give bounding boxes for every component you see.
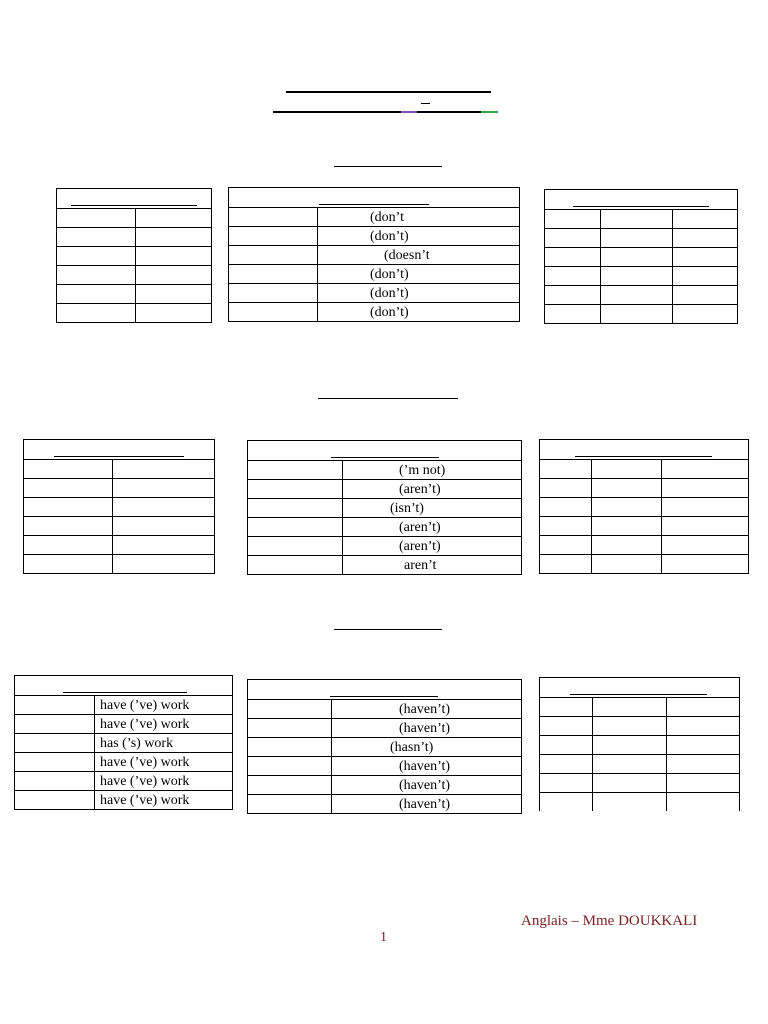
table-row — [248, 556, 522, 575]
negative-form: (don’t) — [318, 284, 520, 303]
table-row — [229, 208, 520, 227]
negative-form: (don’t) — [318, 303, 520, 322]
table-row — [545, 229, 738, 248]
negative-form: (haven’t) — [332, 700, 522, 719]
negative-form: (haven’t) — [332, 776, 522, 795]
table-row — [24, 498, 215, 517]
table-row — [229, 227, 520, 246]
table-row — [540, 736, 740, 755]
table-4 — [23, 439, 215, 574]
table-row — [540, 793, 740, 812]
table-row — [540, 460, 749, 479]
table-header — [57, 189, 212, 209]
table-header — [540, 440, 749, 460]
table-header — [15, 676, 233, 696]
section-3-heading — [334, 629, 442, 630]
table-row — [540, 517, 749, 536]
table-row — [24, 536, 215, 555]
negative-form: (isn’t) — [343, 499, 522, 518]
table-row — [57, 285, 212, 304]
affirmative-form: have (’ve) work — [95, 753, 233, 772]
negative-form: (haven’t) — [332, 719, 522, 738]
table-row — [24, 555, 215, 574]
table-row — [540, 755, 740, 774]
affirmative-form: have (’ve) work — [95, 772, 233, 791]
table-row — [15, 791, 233, 810]
affirmative-form: have (’ve) work — [95, 715, 233, 734]
table-row — [229, 246, 520, 265]
table-row — [248, 537, 522, 556]
title-line-2-mid — [417, 111, 481, 113]
negative-form: (’m not) — [343, 461, 522, 480]
table-row — [15, 753, 233, 772]
table-row — [540, 479, 749, 498]
table-row — [540, 498, 749, 517]
table-row — [15, 696, 233, 715]
table-row — [545, 286, 738, 305]
table-row — [545, 267, 738, 286]
table-5 — [247, 440, 522, 575]
table-row — [540, 774, 740, 793]
table-row — [248, 461, 522, 480]
table-row — [248, 700, 522, 719]
table-6 — [539, 439, 749, 574]
negative-form: (don’t) — [318, 227, 520, 246]
negative-form: (haven’t) — [332, 757, 522, 776]
section-2-heading — [318, 398, 458, 399]
table-3 — [544, 189, 738, 324]
negative-form: (haven’t) — [332, 795, 522, 814]
table-row — [545, 305, 738, 324]
table-row — [15, 772, 233, 791]
title-line-2-green — [481, 111, 498, 113]
table-row — [540, 698, 740, 717]
title-line-2 — [273, 111, 401, 113]
table-row — [24, 517, 215, 536]
table-row — [229, 303, 520, 322]
table-header — [248, 680, 522, 700]
table-1 — [56, 188, 212, 323]
title-line-1 — [286, 91, 491, 93]
table-row — [545, 248, 738, 267]
table-header — [248, 441, 522, 461]
negative-form: (aren’t) — [343, 480, 522, 499]
table-row — [24, 479, 215, 498]
table-row — [248, 719, 522, 738]
table-row — [57, 247, 212, 266]
negative-form: aren’t — [343, 556, 522, 575]
title-dash — [421, 103, 430, 104]
section-1-heading — [334, 166, 442, 167]
table-row — [248, 738, 522, 757]
table-row — [57, 228, 212, 247]
table-row — [248, 480, 522, 499]
negative-form: (don’t) — [318, 265, 520, 284]
table-header — [229, 188, 520, 208]
table-row — [229, 265, 520, 284]
table-header — [545, 190, 738, 210]
negative-form: (don’t — [318, 208, 520, 227]
table-9 — [539, 677, 740, 811]
negative-form: (aren’t) — [343, 518, 522, 537]
table-header — [540, 678, 740, 698]
table-header — [24, 440, 215, 460]
affirmative-form: have (’ve) work — [95, 696, 233, 715]
table-row — [15, 734, 233, 753]
table-row — [57, 209, 212, 228]
table-row — [15, 715, 233, 734]
negative-form: (doesn’t — [318, 246, 520, 265]
table-2 — [228, 187, 520, 322]
page-number: 1 — [380, 930, 387, 945]
table-row — [545, 210, 738, 229]
footer-author: Anglais – Mme DOUKKALI — [521, 913, 698, 929]
table-8 — [247, 679, 522, 814]
table-row — [229, 284, 520, 303]
table-row — [57, 266, 212, 285]
table-row — [24, 460, 215, 479]
affirmative-form: has (’s) work — [95, 734, 233, 753]
title-line-2-purple — [401, 111, 417, 113]
table-row — [248, 757, 522, 776]
negative-form: (aren’t) — [343, 537, 522, 556]
table-row — [540, 536, 749, 555]
table-7 — [14, 675, 233, 810]
table-row — [248, 499, 522, 518]
table-row — [248, 776, 522, 795]
table-row — [540, 717, 740, 736]
negative-form: (hasn’t) — [332, 738, 522, 757]
table-row — [248, 795, 522, 814]
table-row — [540, 555, 749, 574]
table-row — [248, 518, 522, 537]
affirmative-form: have (’ve) work — [95, 791, 233, 810]
table-row — [57, 304, 212, 323]
